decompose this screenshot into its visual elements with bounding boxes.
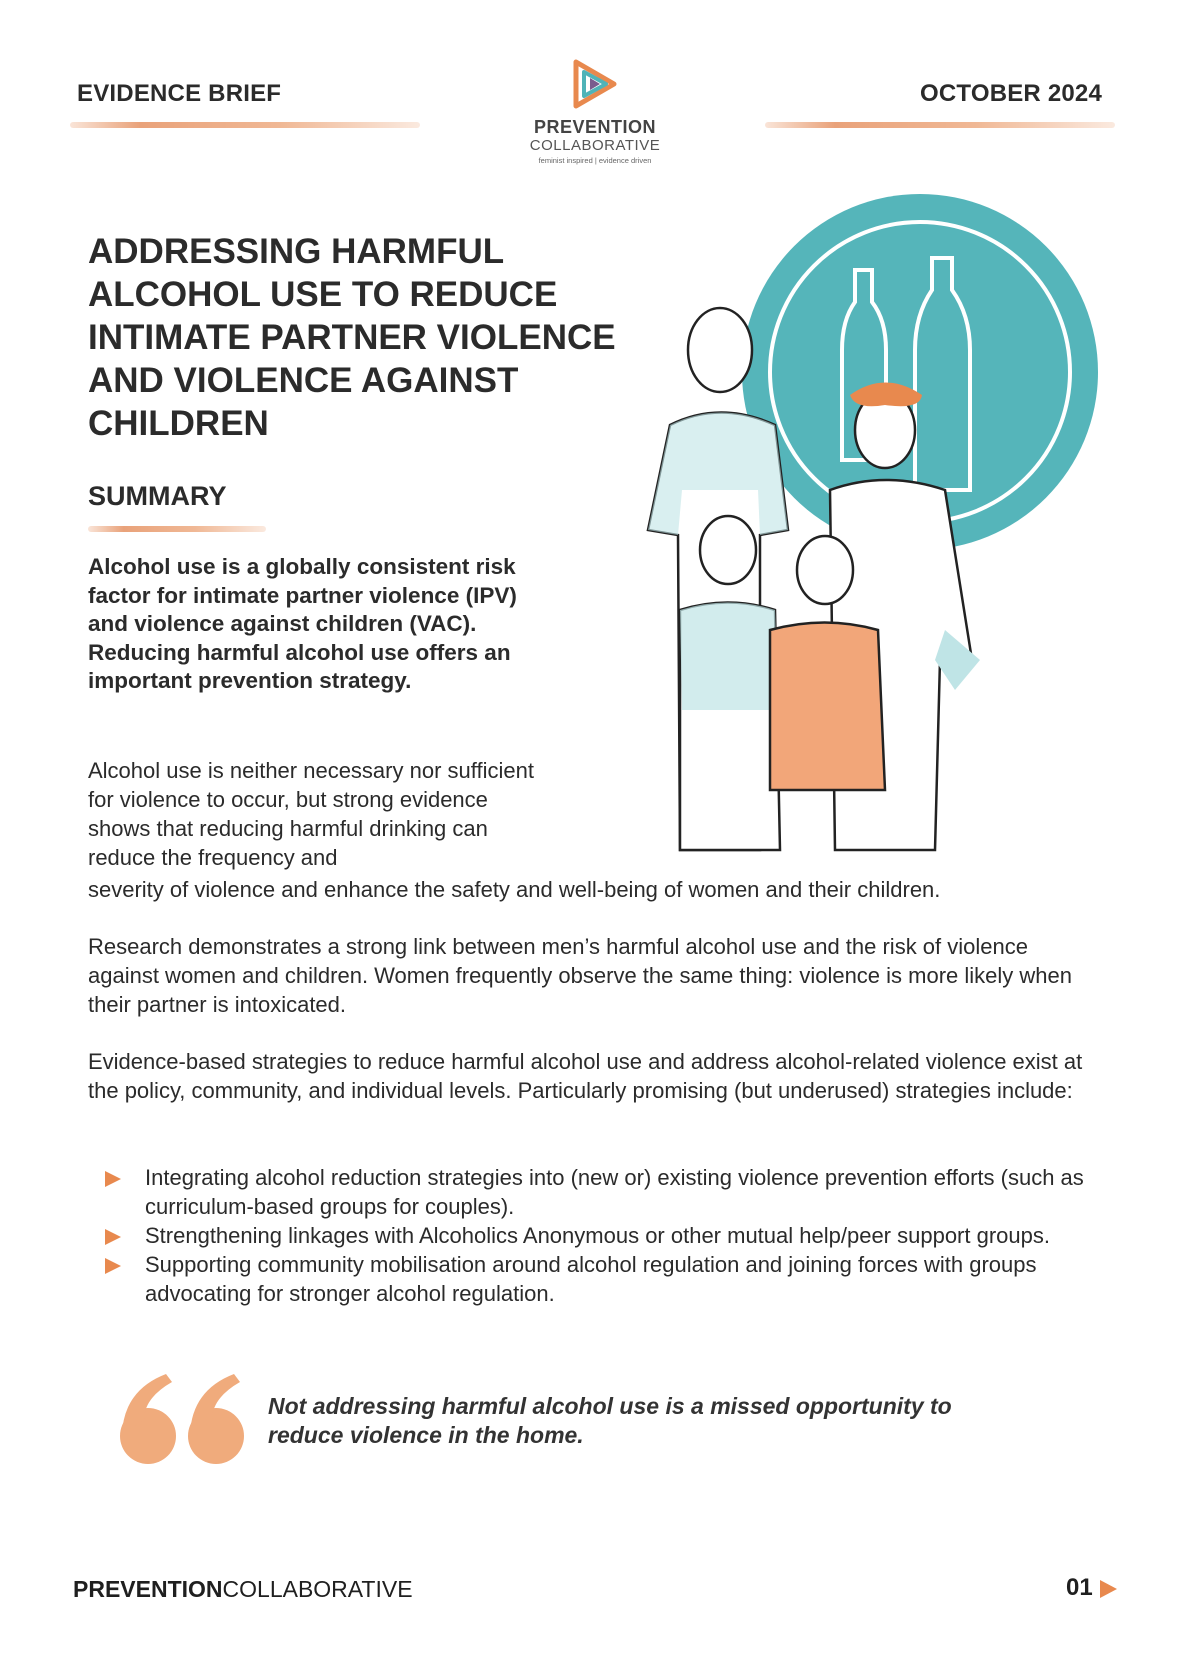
logo-line1: PREVENTION bbox=[533, 117, 657, 137]
header-brush-left bbox=[70, 122, 420, 128]
logo bbox=[520, 58, 670, 165]
summary-heading: SUMMARY bbox=[88, 481, 227, 511]
family-illustration bbox=[610, 190, 1110, 860]
list-item-text: Supporting community mobilisation around alcohol regulation and joining forces with groups advocating for stronger alcohol regulation. bbox=[145, 1252, 1037, 1306]
footer-brand bbox=[73, 1576, 413, 1603]
date-label: OCTOBER 2024 bbox=[920, 80, 1103, 107]
logo-tagline: feminist inspired | evidence driven bbox=[538, 156, 652, 165]
quote-mark-icon bbox=[118, 1372, 250, 1468]
list-item-text: Integrating alcohol reduction strategies into (new or) existing violence prevention efforts (such as curriculum-based groups for couples). bbox=[145, 1165, 1084, 1219]
bullet-triangle-icon bbox=[105, 1171, 121, 1187]
lead-paragraph: Alcohol use is a globally consistent risk factor for intimate partner violence (IPV) and violence against children (VAC). Reducing harmful alcohol use offers an important prevention strategy. bbox=[88, 554, 517, 693]
page-title: ADDRESSING HARMFUL ALCOHOL USE TO REDUCE INTIMATE PARTNER VIOLENCE AND VIOLENCE AGAINST CHILDREN bbox=[88, 232, 616, 443]
paragraph-2: Research demonstrates a strong link between men’s harmful alcohol use and the risk of violence against women and children. Women frequently observe the same thing: violence is more likely when their partner is intoxicated. bbox=[88, 934, 1072, 1017]
bullet-triangle-icon bbox=[105, 1229, 121, 1245]
doc-type-label: EVIDENCE BRIEF bbox=[77, 80, 282, 107]
prevention-logo-icon bbox=[570, 58, 620, 110]
page-arrow-icon bbox=[1100, 1580, 1117, 1598]
list-item bbox=[105, 1221, 1115, 1250]
pull-quote: Not addressing harmful alcohol use is a missed opportunity to reduce violence in the home. bbox=[268, 1393, 952, 1448]
paragraph-1a: Alcohol use is neither necessary nor sufficient for violence to occur, but strong evidence shows that reducing harmful drinking can reduce the frequency and bbox=[88, 758, 534, 870]
page-number: 01 bbox=[1066, 1574, 1093, 1601]
summary-brush bbox=[88, 526, 266, 532]
paragraph-1b: severity of violence and enhance the safety and well-being of women and their children. bbox=[88, 877, 941, 902]
header-brush-right bbox=[765, 122, 1115, 128]
paragraph-3: Evidence-based strategies to reduce harmful alcohol use and address alcohol-related violence exist at the policy, community, and individual levels. Particularly promising (but underused) strategies include: bbox=[88, 1049, 1083, 1103]
footer-brand-light: COLLABORATIVE bbox=[222, 1576, 413, 1602]
footer-brand-bold: PREVENTION bbox=[73, 1576, 223, 1602]
bullet-triangle-icon bbox=[105, 1258, 121, 1274]
logo-line2: COLLABORATIVE bbox=[529, 137, 661, 154]
list-item bbox=[105, 1163, 1115, 1221]
list-item-text: Strengthening linkages with Alcoholics Anonymous or other mutual help/peer support groups. bbox=[145, 1223, 1050, 1248]
list-item bbox=[105, 1250, 1115, 1308]
strategy-list bbox=[105, 1163, 1115, 1308]
